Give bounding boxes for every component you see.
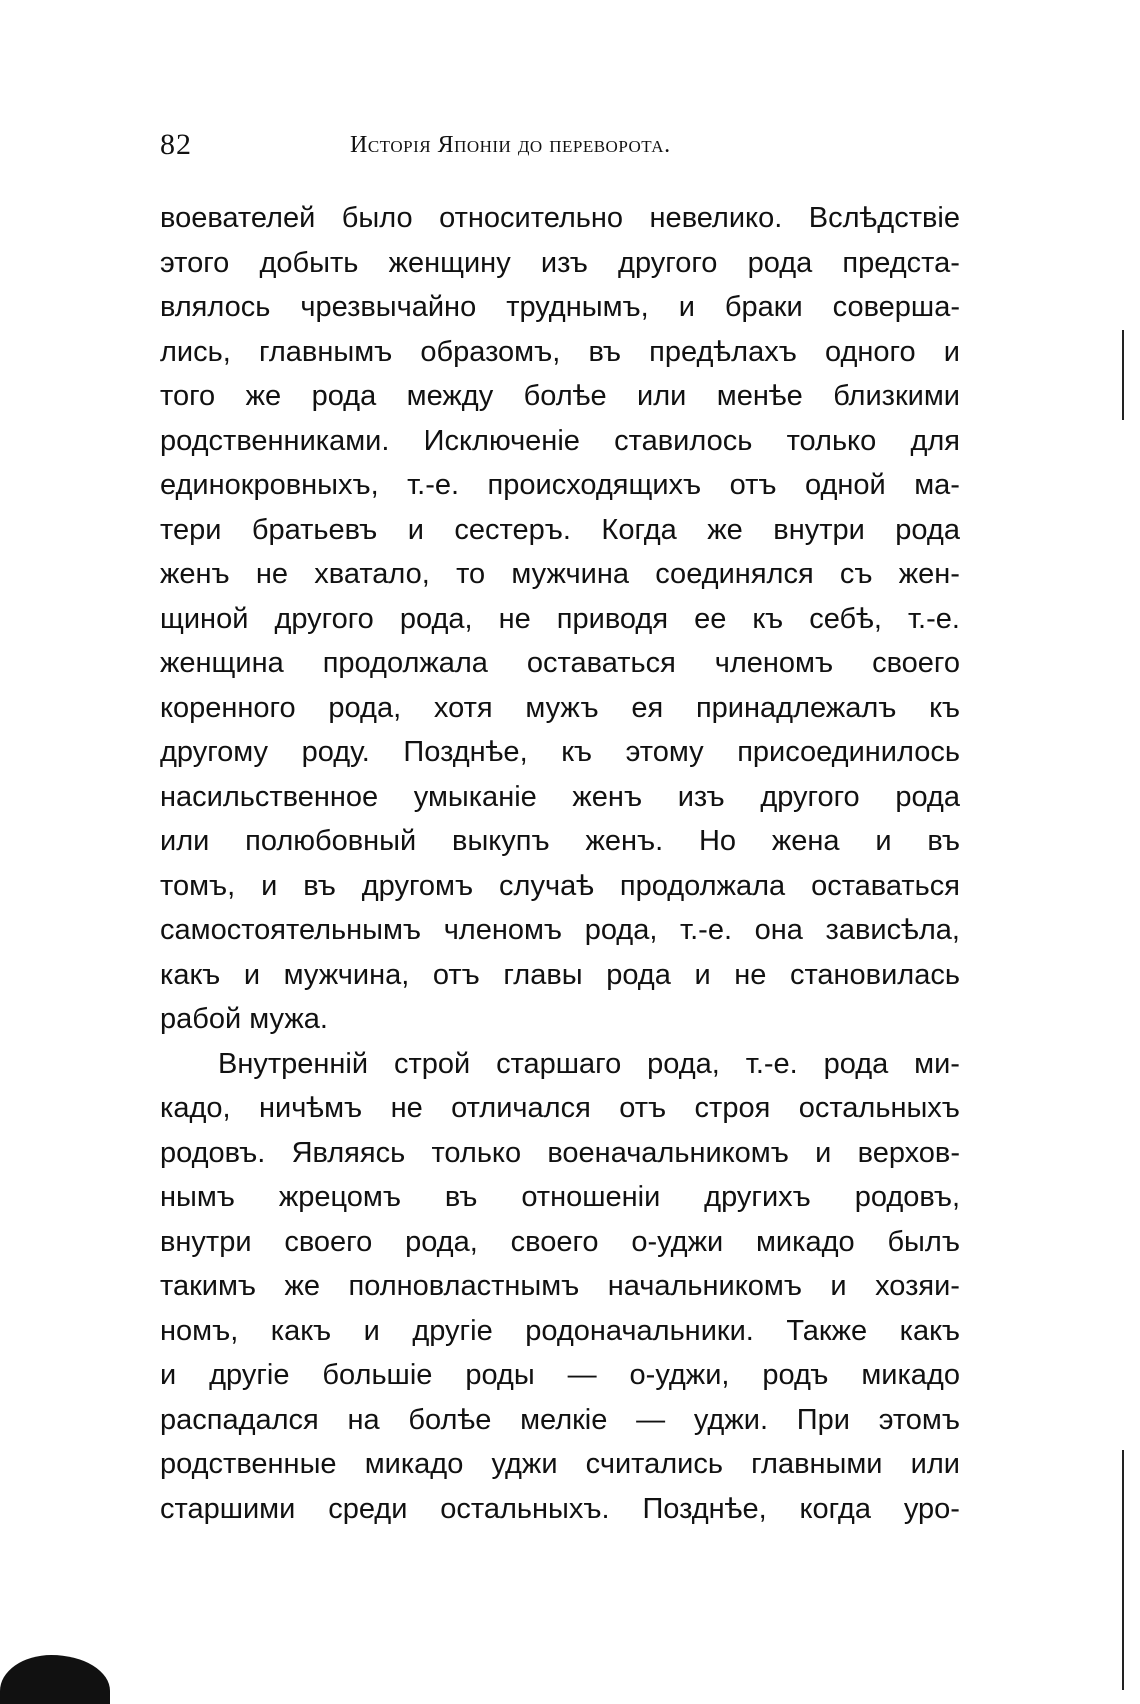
text-line [160, 1175, 960, 1220]
word: — [567, 1359, 597, 1391]
word: старшаго [496, 1047, 622, 1080]
text-line [160, 419, 960, 464]
word: уро- [903, 1492, 960, 1525]
word: менѣе [716, 380, 803, 412]
text-line [160, 285, 960, 330]
word: происходящихъ [487, 469, 702, 501]
word: и [243, 958, 261, 991]
word: другіе [209, 1359, 290, 1391]
word: не [498, 602, 531, 635]
word: военачальникомъ [547, 1136, 789, 1169]
text-line [160, 1042, 960, 1087]
word: рода [895, 780, 960, 813]
word: не [390, 1092, 423, 1124]
word: съ [839, 558, 873, 590]
word: другихъ [704, 1181, 811, 1213]
word: въ [927, 825, 960, 857]
word: приводя [556, 602, 669, 635]
word: не [255, 558, 289, 590]
word: рода, [584, 914, 658, 946]
word: относительно [439, 202, 624, 234]
word: присоединилось [737, 736, 960, 768]
word: внутри [160, 1225, 252, 1258]
word: большіе [322, 1359, 433, 1391]
text-line [160, 552, 960, 597]
word: случаѣ [499, 869, 594, 902]
word: отъ [619, 1092, 667, 1124]
word: и [678, 291, 695, 323]
word: рода, [328, 691, 402, 724]
word: въ [588, 335, 622, 368]
text-line [160, 1353, 960, 1398]
text-line [160, 374, 960, 419]
word: то [456, 558, 486, 590]
word: томъ, [160, 869, 236, 902]
word: ничѣмъ [258, 1092, 363, 1124]
word: номъ, [160, 1314, 239, 1347]
word: о-уджи, [629, 1359, 730, 1391]
word: оставаться [526, 647, 676, 679]
word: т.-е. [907, 602, 960, 635]
word: и [694, 958, 711, 991]
text-line [160, 241, 960, 286]
word: отличался [451, 1092, 591, 1124]
word: Когда [601, 513, 677, 546]
word: и [261, 869, 278, 902]
word: и [875, 825, 892, 857]
word: для [910, 424, 960, 457]
word: уджи. [693, 1403, 769, 1436]
word: отъ [729, 469, 777, 501]
word: жрецомъ [278, 1181, 401, 1213]
word: женъ [572, 780, 643, 813]
word: того [160, 380, 216, 412]
word: самостоятельнымъ [160, 914, 422, 946]
word: продолжала [619, 869, 786, 902]
word: было [341, 202, 413, 234]
word: не [734, 958, 767, 991]
word: оставаться [811, 869, 960, 902]
word: одного [825, 335, 916, 368]
word: роды [465, 1359, 535, 1391]
word: отношеніи [521, 1181, 661, 1213]
word: верхов- [857, 1136, 960, 1169]
word: единокровныхъ, [160, 469, 379, 501]
word: рабой мужа. [160, 1003, 328, 1035]
word: начальникомъ [607, 1270, 802, 1302]
word: рода [311, 380, 377, 412]
word: одной [804, 469, 886, 501]
text-line [160, 775, 960, 820]
word: себѣ, [809, 602, 882, 635]
word: рода [606, 958, 671, 991]
word: выкупъ [452, 825, 550, 857]
word: и [160, 1359, 177, 1391]
text-line [160, 730, 960, 775]
word: былъ [887, 1225, 960, 1258]
word: становилась [789, 958, 960, 991]
paragraph [160, 196, 960, 1042]
text-line [160, 1086, 960, 1131]
word: другого [618, 246, 718, 279]
word: т.-е. [745, 1047, 798, 1080]
word: добыть [259, 246, 359, 279]
word: родовъ. [160, 1136, 266, 1169]
word: предѣлахъ [649, 335, 797, 368]
word: распадался [160, 1403, 319, 1436]
word: Вслѣдствіе [808, 202, 960, 234]
word: родственные [160, 1448, 337, 1480]
body-text [160, 196, 960, 1531]
word: родственниками. [160, 424, 390, 457]
word: микадо [755, 1225, 855, 1258]
word: въ [303, 869, 336, 902]
word: или [160, 825, 210, 857]
word: членомъ [714, 647, 834, 679]
text-line [160, 597, 960, 642]
text-line [160, 686, 960, 731]
page-number: 82 [160, 128, 192, 161]
word: изъ [540, 246, 588, 279]
word: другому [160, 736, 269, 768]
word: полновластнымъ [348, 1270, 580, 1302]
word: же [245, 380, 282, 412]
text-line [160, 1220, 960, 1265]
word: сестеръ. [454, 513, 571, 546]
word: Но [698, 825, 737, 857]
word: зависѣла, [825, 914, 960, 946]
word: внутри [773, 513, 865, 546]
word: только [431, 1136, 522, 1169]
word: хватало, [314, 558, 430, 590]
word: въ [444, 1181, 478, 1213]
word: чрезвычайно [300, 291, 477, 323]
word: главными [751, 1448, 883, 1480]
text-line [160, 330, 960, 375]
text-line [160, 864, 960, 909]
word: этомъ [878, 1403, 960, 1436]
text-line [160, 953, 960, 998]
word: ее [694, 602, 727, 635]
text-line [160, 819, 960, 864]
word: строя [694, 1092, 771, 1124]
word: болѣе [523, 380, 607, 412]
word: считались [585, 1448, 723, 1480]
word: ми- [914, 1047, 960, 1080]
word: она [754, 914, 803, 946]
word: микадо [364, 1448, 464, 1480]
text-line [160, 1309, 960, 1354]
word: рода, [647, 1047, 720, 1080]
word: роду. [301, 736, 370, 768]
word: какъ [160, 958, 221, 991]
word: продолжала [322, 647, 488, 679]
word: только [786, 424, 877, 457]
word: Исключеніе [423, 424, 580, 457]
word: своего [510, 1225, 599, 1258]
word: браки [724, 291, 803, 323]
word: этому [625, 736, 704, 768]
word: ма- [914, 469, 960, 501]
word: рода, [405, 1225, 478, 1258]
word: уджи [491, 1448, 558, 1480]
text-line [160, 196, 960, 241]
paragraph [160, 1042, 960, 1532]
word: близкими [833, 380, 960, 412]
word: и [407, 513, 424, 546]
word: Внутренній [218, 1047, 369, 1080]
word: когда [799, 1492, 871, 1525]
word: членомъ [443, 914, 563, 946]
word: коренного [160, 691, 296, 724]
word: отъ [432, 958, 480, 991]
word: родоначальники. [525, 1314, 754, 1347]
text-line [160, 463, 960, 508]
word: щиной [160, 602, 249, 635]
word: рода [747, 246, 813, 279]
word: изъ [677, 780, 725, 813]
word: своего [284, 1225, 373, 1258]
word: главы [503, 958, 583, 991]
word: и [363, 1314, 380, 1347]
word: между [406, 380, 494, 412]
word: ставилось [614, 424, 753, 457]
text-line [160, 1398, 960, 1443]
word: — [636, 1403, 666, 1436]
word: старшими [160, 1492, 296, 1525]
word: же [284, 1270, 321, 1302]
word: невелико. [649, 202, 783, 234]
word: умыканіе [413, 780, 537, 813]
word: тери [160, 513, 222, 546]
word: мужчина, [283, 958, 410, 991]
word: другомъ [361, 869, 474, 902]
word: своего [872, 647, 960, 679]
word: же [707, 513, 743, 546]
word: остальныхъ. [440, 1492, 610, 1525]
word: главнымъ [258, 335, 393, 368]
word: какъ [270, 1314, 332, 1347]
word: женъ. [585, 825, 664, 857]
word: Позднѣе, [642, 1492, 767, 1525]
word: среди [328, 1492, 408, 1525]
word: жена [771, 825, 840, 857]
word: влялось [160, 291, 271, 323]
word: болѣе [408, 1403, 492, 1436]
word: другого [760, 780, 860, 813]
word: и [943, 335, 960, 368]
text-line [160, 997, 960, 1042]
word: мужъ [525, 691, 599, 724]
text-line [160, 1487, 960, 1532]
text-line [160, 641, 960, 686]
word: кадо, [160, 1092, 231, 1124]
word: къ [752, 602, 784, 635]
word: строй [393, 1047, 471, 1080]
word: Также [786, 1314, 868, 1347]
word: мелкіе [520, 1403, 608, 1436]
margin-scan-line [1122, 330, 1124, 420]
word: такимъ [160, 1270, 257, 1302]
text-line [160, 1131, 960, 1176]
word: принадлежалъ [695, 691, 897, 724]
text-line [160, 908, 960, 953]
word: насильственное [160, 780, 379, 813]
word: т.-е. [407, 469, 460, 501]
word: жен- [898, 558, 960, 590]
word: этого [160, 246, 230, 279]
word: женщина [160, 647, 284, 679]
word: рода, [399, 602, 473, 635]
word: воевателей [160, 202, 316, 234]
word: соединялся [655, 558, 814, 590]
word: рода [823, 1047, 889, 1080]
word: и [830, 1270, 847, 1302]
word: рода [895, 513, 960, 546]
word: родовъ, [854, 1181, 960, 1213]
word: Являясь [291, 1136, 406, 1169]
word: ея [631, 691, 664, 724]
word: соверша- [832, 291, 960, 323]
word: Позднѣе, [403, 736, 528, 768]
word: нымъ [160, 1181, 235, 1213]
word: другого [274, 602, 374, 635]
word: труднымъ, [506, 291, 649, 323]
word: о-уджи [631, 1225, 724, 1258]
word: образомъ, [420, 335, 561, 368]
word: къ [561, 736, 593, 768]
word: на [347, 1403, 380, 1436]
word: и [815, 1136, 832, 1169]
running-head [160, 128, 960, 168]
word: родъ [762, 1359, 829, 1391]
word: какъ [899, 1314, 960, 1347]
word: или [637, 380, 687, 412]
word: женщину [388, 246, 511, 279]
word: къ [929, 691, 960, 724]
text-line [160, 1264, 960, 1309]
word: т.-е. [680, 914, 733, 946]
word: другіе [412, 1314, 493, 1347]
word: остальныхъ [798, 1092, 960, 1124]
word: лись, [160, 335, 231, 368]
word: или [910, 1448, 960, 1480]
text-line [160, 1442, 960, 1487]
scan-thumb-shadow [0, 1655, 110, 1704]
margin-scan-line [1122, 1450, 1124, 1690]
word: хозяи- [875, 1270, 960, 1302]
word: предста- [842, 246, 960, 279]
word: При [796, 1403, 850, 1436]
text-line [160, 508, 960, 553]
word: полюбовный [245, 825, 417, 857]
word: мужчина [511, 558, 630, 590]
word: хотя [433, 691, 493, 724]
word: микадо [861, 1359, 960, 1391]
running-title: Исторія Японіи до переворота. [350, 132, 671, 158]
word: женъ [160, 558, 230, 590]
word: братьевъ [251, 513, 378, 546]
